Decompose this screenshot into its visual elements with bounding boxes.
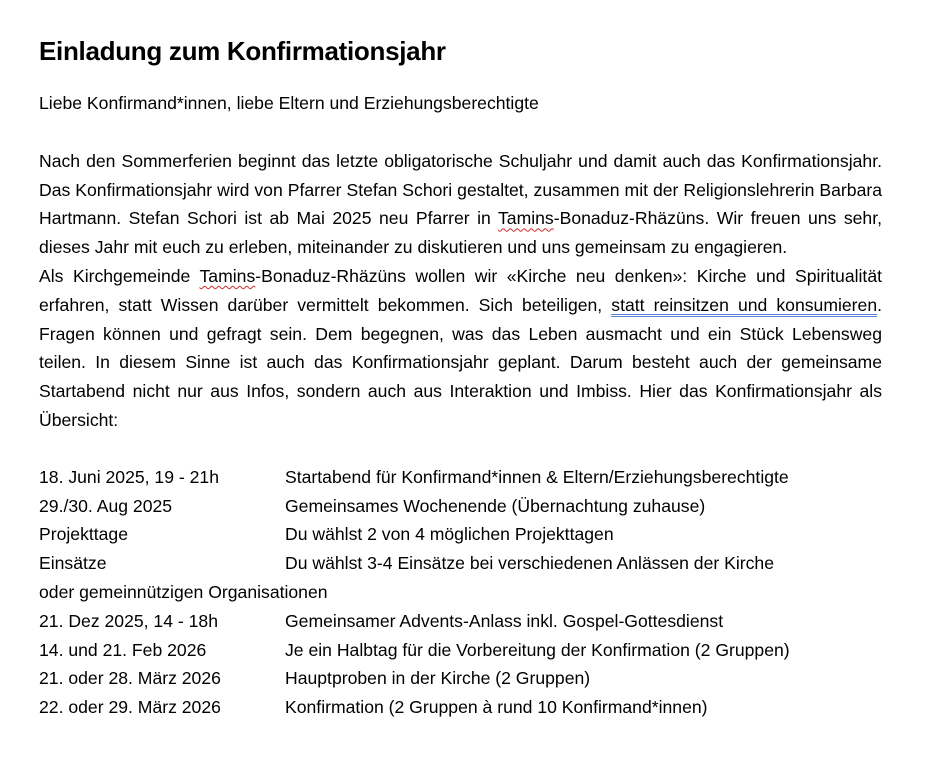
salutation: Liebe Konfirmand*innen, liebe Eltern und Erziehungsberechtigte xyxy=(39,93,539,113)
schedule-row xyxy=(39,492,882,521)
schedule-row xyxy=(39,607,882,636)
schedule-event: Hauptproben in der Kirche (2 Gruppen) xyxy=(285,668,591,689)
schedule-date: 18. Juni 2025, 19 - 21h xyxy=(39,466,219,487)
schedule-date: 29./30. Aug 2025 xyxy=(39,495,173,516)
schedule-row xyxy=(39,664,882,693)
schedule-list xyxy=(39,463,882,722)
schedule-event-continuation: oder gemeinnützigen Organisationen xyxy=(39,581,328,602)
schedule-date: Projekttage xyxy=(39,524,128,545)
schedule-event: Du wählst 2 von 4 möglichen Projekttagen xyxy=(285,524,614,545)
schedule-event: Startabend für Konfirmand*innen & Eltern/Erziehungsberechtigte xyxy=(285,466,789,487)
document-title: Einladung zum Konfirmationsjahr xyxy=(39,36,446,66)
intro-p2-part-b: -Bonaduz-Rhäzüns wollen wir «Kirche neu denken»: Kirche und Spiritualität erfahren, statt Wissen darüber vermittelt bekommen. Sich beteiligen, xyxy=(39,265,882,315)
schedule-date: 21. Dez 2025, 14 - 18h xyxy=(39,610,218,631)
schedule-row xyxy=(39,520,882,549)
schedule-date: 22. oder 29. März 2026 xyxy=(39,697,221,718)
intro-p2-part-c: . Fragen können und gefragt sein. Dem begegnen, was das Leben ausmacht und ein Stück Lebensweg teilen. In diesem Sinne ist auch das Konfirmationsjahr geplant. Darum besteht auch der gemeinsame Startabend nicht nur aus Infos, sondern auch aus Interaktion und Imbiss. Hier das Konfirmationsjahr als Übersicht: xyxy=(39,294,882,430)
schedule-date: 21. oder 28. März 2026 xyxy=(39,668,221,689)
schedule-date: 14. und 21. Feb 2026 xyxy=(39,639,207,660)
intro-text xyxy=(39,147,882,435)
schedule-row xyxy=(39,463,882,492)
schedule-event: Du wählst 3-4 Einsätze bei verschiedenen Anlässen der Kirche xyxy=(285,553,774,574)
schedule-event: Gemeinsamer Advents-Anlass inkl. Gospel-Gottesdienst xyxy=(285,610,724,631)
intro-p1-part-b: -Bonaduz-Rhäzüns. Wir freuen uns sehr, dieses Jahr mit euch zu erleben, miteinander zu diskutieren und uns gemeinsam zu engagieren. xyxy=(39,208,882,258)
grammar-flag[interactable]: statt reinsitzen und konsumieren xyxy=(611,294,878,315)
schedule-row-continuation xyxy=(39,578,882,607)
schedule-event: Gemeinsames Wochenende (Übernachtung zuhause) xyxy=(285,495,706,516)
schedule-event: Konfirmation (2 Gruppen à rund 10 Konfirmand*innen) xyxy=(285,697,708,718)
intro-p1-part-a: Nach den Sommerferien beginnt das letzte obligatorische Schuljahr und damit auch das Konfirmationsjahr. Das Konfirmationsjahr wird von Pfarrer Stefan Schori gestaltet, zusammen mit der Religionslehrerin Barbara Hartmann. Stefan Schori ist ab Mai 2025 neu Pfarrer in xyxy=(39,150,882,229)
spelling-flag[interactable]: Tamins xyxy=(199,265,256,286)
spelling-flag[interactable]: Tamins xyxy=(498,208,554,229)
schedule-row xyxy=(39,636,882,665)
schedule-date: Einsätze xyxy=(39,553,107,574)
schedule-row xyxy=(39,549,882,578)
schedule-event: Je ein Halbtag für die Vorbereitung der Konfirmation (2 Gruppen) xyxy=(285,639,790,660)
schedule-row xyxy=(39,693,882,722)
intro-p2-part-a: Als Kirchgemeinde xyxy=(39,265,200,286)
